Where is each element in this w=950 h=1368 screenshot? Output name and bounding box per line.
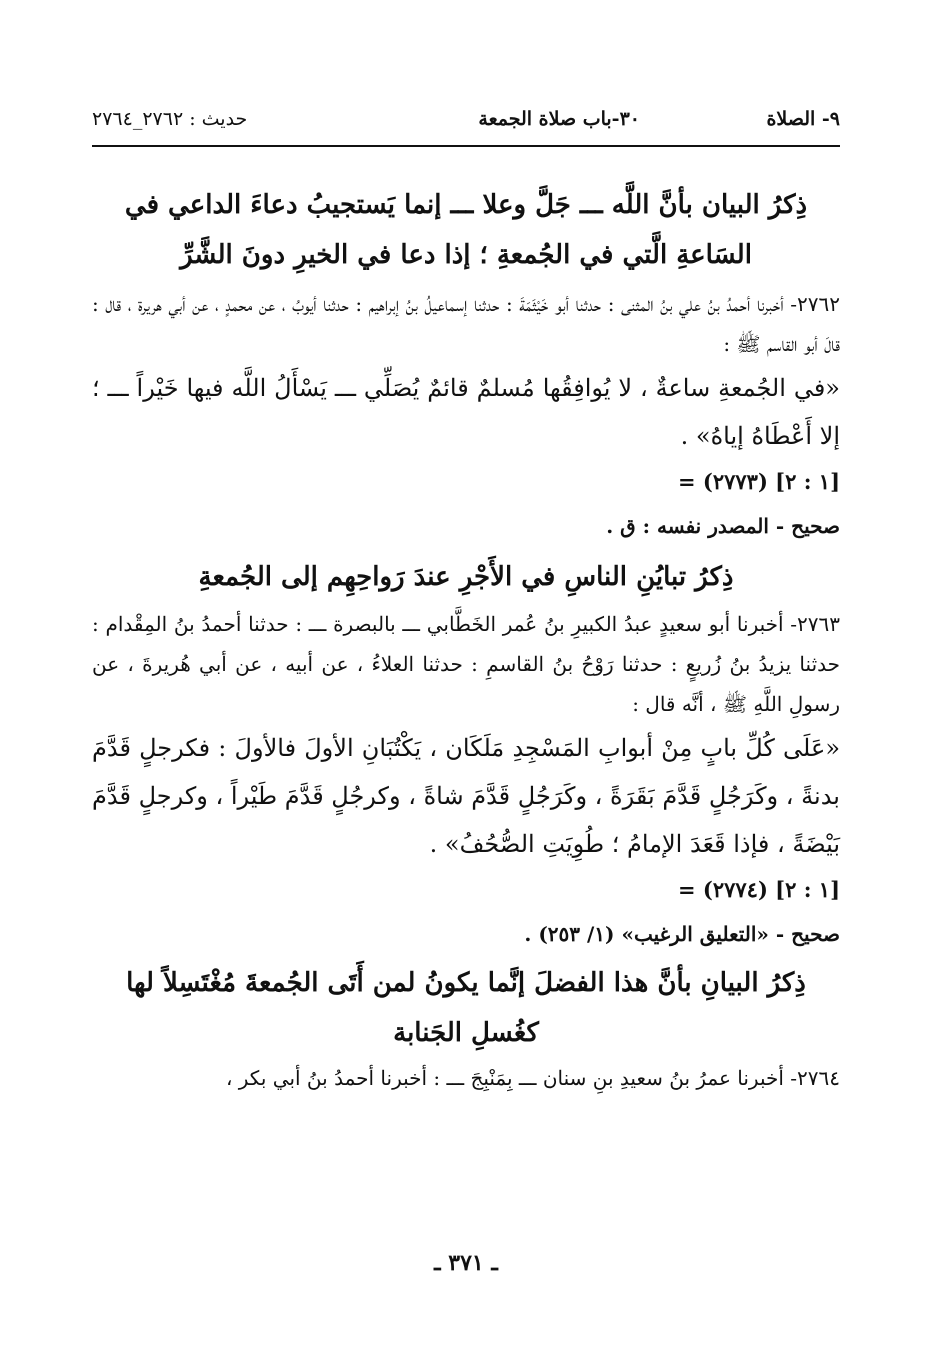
header-rule <box>92 145 840 147</box>
cross-ref-2762: = (٢٧٧٣) [١ : ٢] <box>677 469 840 494</box>
grade-2762: صحيح - المصدر نفسه : ق . <box>606 514 840 538</box>
running-header <box>92 108 840 138</box>
matn-2762: «في الجُمعةِ ساعةٌ ، لا يُوافِقُها مُسلمٌ قائمٌ يُصَلِّي ـــ يَسْأَلُ اللَّه فيها خَيْراً ـــ ؛ إلا أَعْطَاهُ إياهُ» . <box>92 374 840 450</box>
grade-2763: صحيح - «التعليق الرغيب» (١/ ٢٥٣) . <box>524 922 840 946</box>
page-number: ـ ٣٧١ ـ <box>434 1250 498 1276</box>
matn-2763: «عَلَى كُلِّ بابٍ مِنْ أبوابِ المَسْجِدِ مَلَكَان ، يَكْتُبَانِ الأولَ فالأولَ : فكرجلٍ قَدَّمَ بدنةً ، وكَرَجُلٍ قَدَّمَ بَقَرَةً ، وكَرَجُلٍ قَدَّمَ شاةً ، وكرجُلٍ قَدَّمَ طَيْراً ، وكرجلٍ قَدَّمَ بَيْضَةً ، فإذا قَعَدَ الإمامُ ؛ طُوِيَتِ الصُّحُفُ» . <box>92 734 840 858</box>
isnad-2764: ٢٧٦٤- أخبرنا عمرُ بنُ سعيدِ بنِ سنان ـــ بِمَنْبِجَ ـــ : أخبرنا أحمدُ بنُ أبي بكر ، <box>225 1066 840 1090</box>
chapter-title: ٩- الصلاة <box>766 108 840 130</box>
chapter-heading-2: ذِكرُ تبايُنِ الناسِ في الأَجْرِ عندَ رَواحِهِم إلى الجُمعةِ <box>198 562 734 592</box>
chapter-heading-3: ذِكرُ البيانِ بأنَّ هذا الفضلَ إنَّما يكونُ لمن أَتَى الجُمعةَ مُغْتَسِلاً لها كغُسلِ الجَنابة <box>126 968 806 1048</box>
isnad-2762: ٢٧٦٢- أخبرنا أحمدُ بنُ علي بنُ المثنى : حدثنا أبو خَيْثَمَةَ : حدثنا إسماعيلُ بنُ إبراهيم : حدثنا أيوبُ ، عن محمدٍ ، عن أبي هريرة ، قال : قالَ أبو القاسم ﷺ : <box>92 292 840 356</box>
isnad-2763: ٢٧٦٣- أخبرنا أبو سعيدٍ عبدُ الكبيرِ بنُ عُمر الخَطَّابي ـــ بالبصرة ـــ : حدثنا أحمدُ بنُ المِقْدام : حدثنا يزيدُ بنُ زُريعٍ : حدثنا رَوْحُ بنُ القاسمِ : حدثنا العلاءُ ، عن أبيه ، عن أبي هُريرةَ ، عن رسولِ اللَّهِ ﷺ ، أنَّه قال : <box>92 612 840 716</box>
section-title: ٣٠-باب صلاة الجمعة <box>478 108 640 130</box>
page-body <box>92 180 840 1098</box>
cross-ref-2763: = (٢٧٧٤) [١ : ٢] <box>677 877 840 902</box>
hadith-range: حديث : ٢٧٦٢_٢٧٦٤ <box>92 108 248 130</box>
chapter-heading-1: ذِكرُ البيان بأنَّ اللَّه ـــ جَلَّ وعلا ـــ إنما يَستجيبُ دعاءَ الداعي في السَاعةِ الَّتي في الجُمعةِ ؛ إذا دعا في الخيرِ دونَ الشَّرِّ <box>124 190 808 270</box>
